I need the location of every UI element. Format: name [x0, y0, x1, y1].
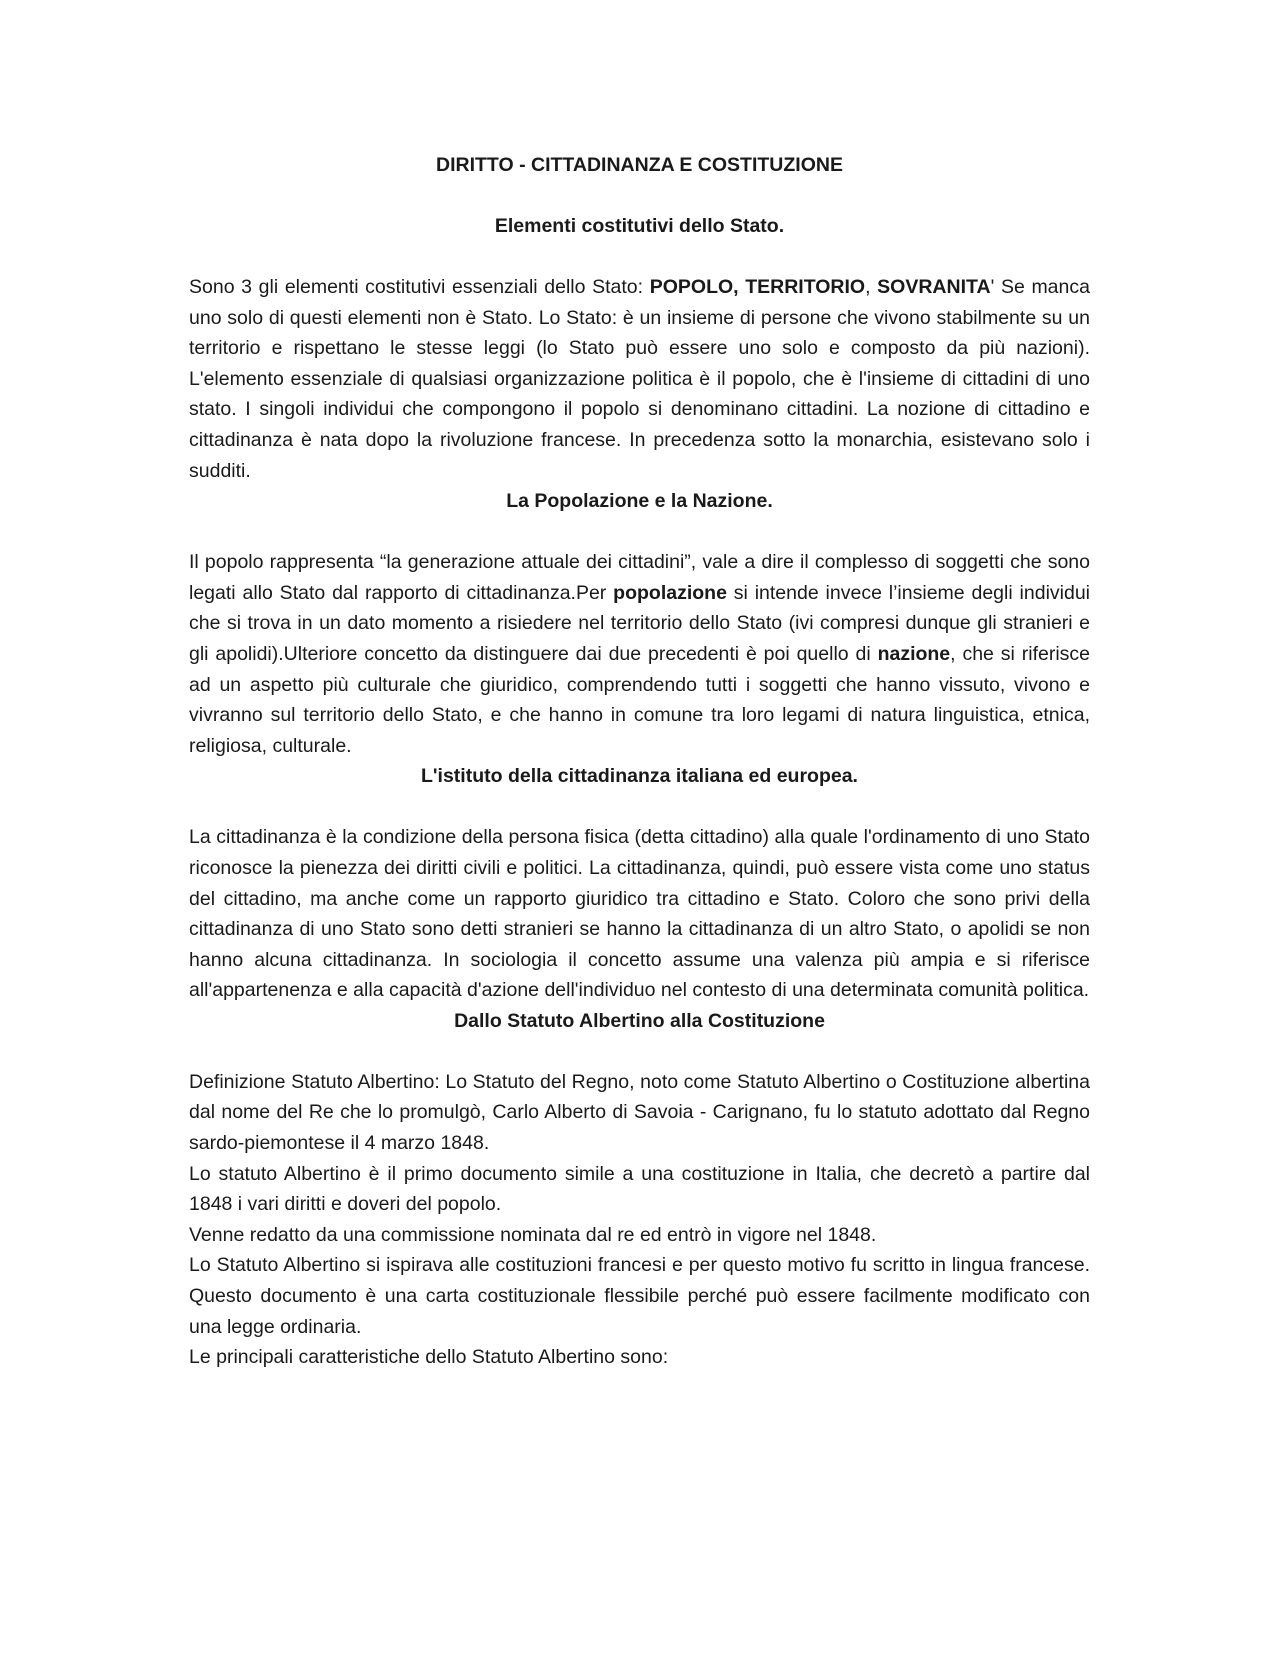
spacer	[189, 181, 1090, 212]
spacer	[189, 242, 1090, 273]
paragraph-statuto-caratteristiche: Le principali caratteristiche dello Statuto Albertino sono:	[189, 1346, 669, 1369]
text-run: Il popolo rappresenta “la generazione attuale dei cittadini”, vale a dire il complesso di soggetti che sono legati allo Stato dal rapporto di cittadinanza.Per	[189, 551, 1090, 604]
paragraph-popolazione	[189, 547, 1090, 761]
text-run: Sono 3 gli elementi costitutivi essenziali dello Stato:	[189, 276, 650, 298]
paragraph-statuto-redatto: Venne redatto da una commissione nominata dal re ed entrò in vigore nel 1848.	[189, 1223, 877, 1246]
bold-text-nazione: nazione	[877, 642, 951, 665]
text-run: si intende invece l’insieme degli individui che si trova in un dato momento a risiedere nel territorio dello Stato (ivi compresi dunque gli stranieri e gli apolidi).Ulteriore concetto da distinguere dai due precedenti è poi quello di	[189, 581, 1091, 665]
spacer	[189, 792, 1090, 823]
spacer	[189, 1036, 1090, 1067]
paragraph-statuto-primo-documento: Lo statuto Albertino è il primo documento simile a una costituzione in Italia, che decretò a partire dal 1848 i vari diritti e doveri del popolo.	[189, 1162, 1090, 1216]
bold-text-popolo-territorio: POPOLO, TERRITORIO	[649, 276, 866, 298]
document-title: DIRITTO - CITTADINANZA E COSTITUZIONE	[436, 154, 843, 176]
spacer	[189, 517, 1090, 548]
bold-text-sovranita: SOVRANITA	[877, 276, 991, 298]
text-run: ,	[865, 276, 878, 298]
bold-text-popolazione: popolazione	[613, 581, 727, 604]
text-run: ' Se manca uno solo di questi elementi non è Stato. Lo Stato: è un insieme di persone che vivono stabilmente su un territorio e rispettano le stesse leggi (lo Stato può essere uno solo e composto da più nazioni). L'elemento essenziale di qualsiasi organizzazione politica è il popolo, che è l'insieme di cittadini di uno stato. I singoli individui che compongono il popolo si denominano cittadini. La nozione di cittadino e cittadinanza è nata dopo la rivoluzione francese. In precedenza sotto la monarchia, esistevano solo i sudditi.	[189, 276, 1090, 482]
section-heading-cittadinanza: L'istituto della cittadinanza italiana ed europea.	[421, 765, 858, 788]
paragraph-elementi	[189, 272, 1090, 486]
paragraph-statuto-francese: Lo Statuto Albertino si ispirava alle costituzioni francesi e per questo motivo fu scritto in lingua francese. Questo documento è una carta costituzionale flessibile perché può essere facilmente modificato con una legge ordinaria.	[189, 1254, 1090, 1338]
paragraph-statuto-definizione: Definizione Statuto Albertino: Lo Statuto del Regno, noto come Statuto Albertino o Costituzione albertina dal nome del Re che lo promulgò, Carlo Alberto di Savoia - Carignano, fu lo statuto adottato dal Regno sardo-piemontese il 4 marzo 1848.	[189, 1070, 1090, 1155]
text-run: , che si riferisce ad un aspetto più culturale che giuridico, comprendendo tutti i soggetti che hanno vissuto, vivono e vivranno sul territorio dello Stato, e che hanno in comune tra loro legami di natura linguistica, etnica, religiosa, culturale.	[189, 642, 1090, 757]
paragraph-cittadinanza: La cittadinanza è la condizione della persona fisica (detta cittadino) alla quale l'ordinamento di uno Stato riconosce la pienezza dei diritti civili e politici. La cittadinanza, quindi, può essere vista come uno status del cittadino, ma anche come un rapporto giuridico tra cittadino e Stato. Coloro che sono privi della cittadinanza di uno Stato sono detti stranieri se hanno la cittadinanza di un altro Stato, o apolidi se non hanno alcuna cittadinanza. In sociologia il concetto assume una valenza più ampia e si riferisce all'appartenenza e alla capacità d'azione dell'individuo nel contesto di una determinata comunità politica.	[189, 826, 1090, 1002]
section-heading-statuto: Dallo Statuto Albertino alla Costituzione	[454, 1009, 825, 1032]
section-heading-popolazione: La Popolazione e la Nazione.	[506, 490, 773, 513]
section-heading-elementi: Elementi costitutivi dello Stato.	[494, 215, 785, 237]
